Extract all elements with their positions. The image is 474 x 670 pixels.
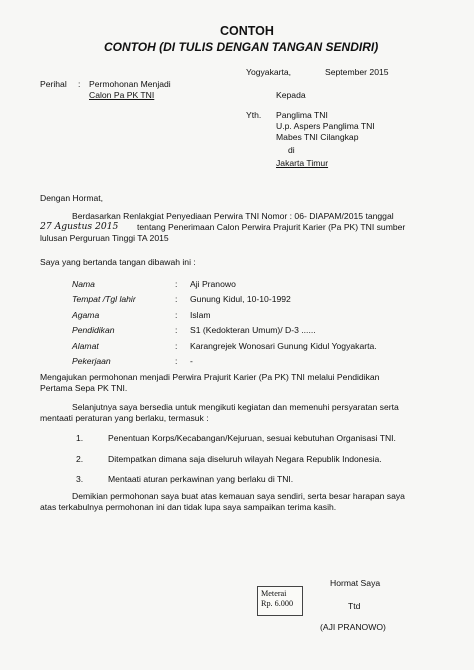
perihal-colon: : — [78, 79, 81, 89]
identity-colon: : — [175, 325, 178, 335]
closing-line1: Demikian permohonan saya buat atas kemauan saya sendiri, serta besar harapan saya — [72, 491, 405, 501]
signature-hormat: Hormat Saya — [330, 578, 381, 588]
condition-text: Ditempatkan dimana saja diseluruh wilayah Negara Republik Indonesia. — [108, 454, 382, 464]
yth-text: Yth. — [246, 110, 262, 120]
meterai-stamp — [257, 586, 303, 616]
condition-number: 3. — [76, 474, 84, 484]
identity-value: - — [190, 356, 193, 366]
condition-number: 2. — [76, 454, 84, 464]
condition-text: Penentuan Korps/Kecabangan/Kejuruan, sesuai kebutuhan Organisasi TNI. — [108, 433, 396, 443]
page-subtitle: CONTOH (DI TULIS DENGAN TANGAN SENDIRI) — [104, 40, 379, 54]
identity-colon: : — [175, 341, 178, 351]
para1-line1: Berdasarkan Renlakgiat Penyediaan Perwira TNI Nomor : 06- DIAPAM/2015 tanggal — [72, 211, 394, 221]
identity-label: Pendidikan — [72, 325, 115, 335]
place-date: Yogyakarta, — [246, 67, 292, 77]
para3-line1: Selanjutnya saya bersedia untuk mengikuti kegiatan dan memenuhi persyaratan serta — [72, 402, 399, 412]
para1-line2: tentang Penerimaan Calon Perwira Prajurit Karier (Pa PK) TNI sumber — [137, 222, 406, 232]
identity-label: Alamat — [72, 341, 99, 351]
identity-colon: : — [175, 356, 178, 366]
identity-value: S1 (Kedokteran Umum)/ D-3 ...... — [190, 325, 316, 335]
condition-number: 1. — [76, 433, 84, 443]
para3-line2: mentaati peraturan yang berlaku, termasuk : — [40, 413, 209, 423]
recipient-line1: Panglima TNI — [276, 110, 328, 120]
perihal-line2: Calon Pa PK TNI — [89, 90, 155, 100]
identity-colon: : — [175, 294, 178, 304]
recipient-city: Jakarta Timur — [276, 158, 329, 168]
kepada-text: Kepada — [276, 90, 306, 100]
identity-label: Tempat /Tgl lahir — [72, 294, 136, 304]
signer-intro: Saya yang bertanda tangan dibawah ini : — [40, 257, 196, 267]
identity-label: Agama — [72, 310, 100, 320]
identity-value: Gunung Kidul, 10-10-1992 — [190, 294, 291, 304]
stamp-line2: Rp. 6.000 — [261, 599, 294, 608]
month-year: September 2015 — [325, 67, 389, 77]
identity-value: Islam — [190, 310, 211, 320]
para1-line3: lulusan Perguruan Tinggi TA 2015 — [40, 233, 169, 243]
identity-label: Nama — [72, 279, 95, 289]
recipient-line3: Mabes TNI Cilangkap — [276, 132, 359, 142]
perihal-label: Perihal — [40, 79, 67, 89]
page-title: CONTOH — [220, 24, 274, 38]
para2-line2: Pertama Sepa PK TNI. — [40, 383, 128, 393]
identity-value: Karangrejek Wonosari Gunung Kidul Yogyakarta. — [190, 341, 377, 351]
para1-handwritten-date: 27 Agustus 2015 — [40, 221, 119, 232]
signature-name: (AJI PRANOWO) — [320, 622, 386, 632]
stamp-line1: Meterai — [261, 589, 287, 598]
recipient-di: di — [288, 145, 295, 155]
para2-line1: Mengajukan permohonan menjadi Perwira Prajurit Karier (Pa PK) TNI melalui Pendidikan — [40, 372, 380, 382]
identity-colon: : — [175, 279, 178, 289]
condition-text: Mentaati aturan perkawinan yang berlaku di TNI. — [108, 474, 294, 484]
identity-value: Aji Pranowo — [190, 279, 236, 289]
recipient-line2: U.p. Aspers Panglima TNI — [276, 121, 375, 131]
identity-label: Pekerjaan — [72, 356, 111, 366]
closing-line2: atas terkabulnya permohonan ini dan tidak lupa saya sampaikan terima kasih. — [40, 502, 337, 512]
identity-colon: : — [175, 310, 178, 320]
signature-ttd: Ttd — [348, 601, 361, 611]
greeting: Dengan Hormat, — [40, 193, 104, 203]
perihal-line1: Permohonan Menjadi — [89, 79, 171, 89]
